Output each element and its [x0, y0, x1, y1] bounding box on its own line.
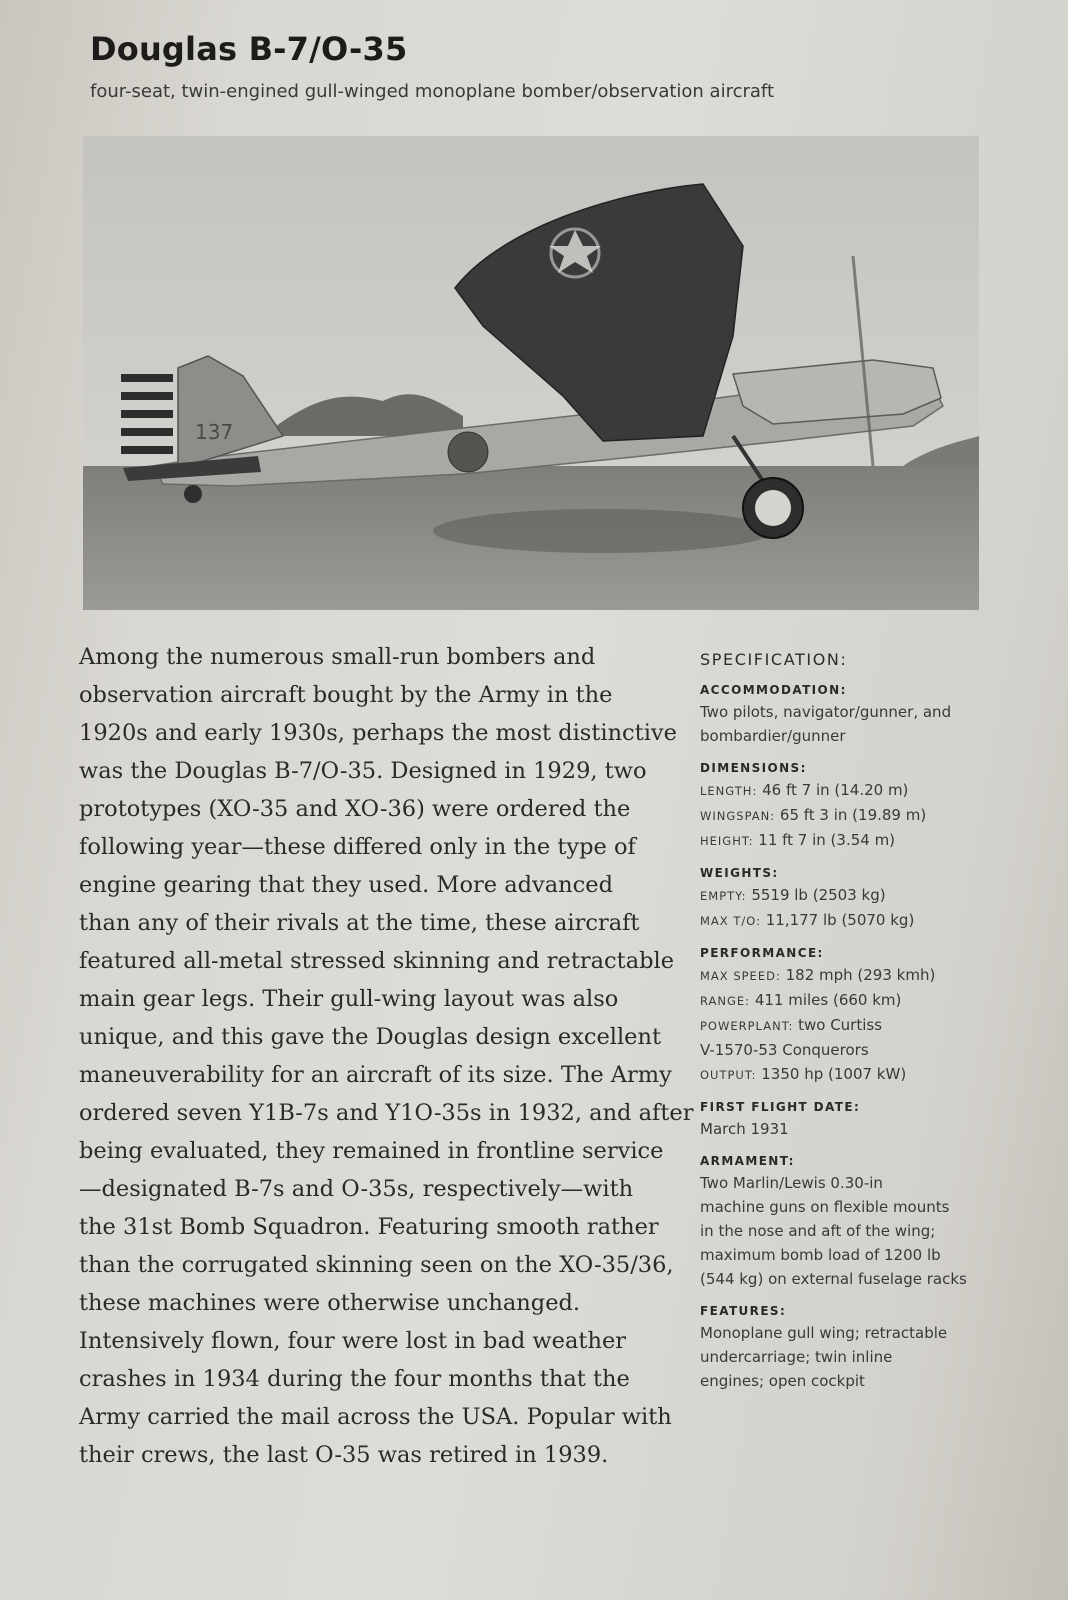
spec-performance — [700, 946, 1000, 1087]
body-line: than any of their rivals at the time, these aircraft — [79, 910, 640, 936]
body-line: Intensively flown, four were lost in bad weather — [79, 1328, 627, 1354]
spec-key: OUTPUT: — [700, 1068, 757, 1082]
tail-number: 137 — [195, 420, 234, 444]
body-line: crashes in 1934 during the four months that the — [79, 1366, 630, 1392]
body-line: —designated B-7s and O-35s, respectively—with — [79, 1176, 634, 1202]
spec-label: ACCOMMODATION: — [700, 683, 847, 697]
spec-weights — [700, 866, 1000, 933]
body-line: being evaluated, they remained in frontline service — [79, 1138, 664, 1164]
aircraft-photo — [83, 136, 979, 610]
body-line: Among the numerous small-run bombers and — [79, 644, 596, 670]
spec-key: RANGE: — [700, 994, 751, 1008]
spec-value: 5519 lb (2503 kg) — [751, 886, 886, 904]
body-line: the 31st Bomb Squadron. Featuring smooth rather — [79, 1214, 659, 1240]
spec-line: March 1931 — [700, 1120, 789, 1138]
spec-key: MAX T/O: — [700, 914, 761, 928]
spec-line: in the nose and aft of the wing; — [700, 1222, 936, 1240]
spec-value: 182 mph (293 kmh) — [785, 966, 936, 984]
body-line: prototypes (XO-35 and XO-36) were ordered the — [79, 796, 631, 822]
body-line: was the Douglas B-7/O-35. Designed in 1929, two — [79, 758, 647, 784]
spec-key: EMPTY: — [700, 889, 747, 903]
spec-label: WEIGHTS: — [700, 866, 779, 880]
body-line: following year—these differed only in the type of — [79, 834, 636, 860]
spec-label: DIMENSIONS: — [700, 761, 807, 775]
body-line: these machines were otherwise unchanged. — [79, 1290, 581, 1316]
spec-key: POWERPLANT: — [700, 1019, 794, 1033]
spec-max-takeoff — [700, 908, 1000, 933]
spec-label: FIRST FLIGHT DATE: — [700, 1100, 861, 1114]
article-body — [79, 638, 694, 1474]
fuselage-roundel — [448, 432, 488, 472]
body-line: Army carried the mail across the USA. Popular with — [79, 1404, 672, 1430]
spec-key: WINGSPAN: — [700, 809, 776, 823]
spec-value: 65 ft 3 in (19.89 m) — [779, 806, 927, 824]
spec-empty-weight — [700, 883, 1000, 908]
spec-value: two Curtiss — [798, 1016, 883, 1034]
body-line: unique, and this gave the Douglas design excellent — [79, 1024, 662, 1050]
spec-value: 11,177 lb (5070 kg) — [765, 911, 915, 929]
spec-value: 11 ft 7 in (3.54 m) — [758, 831, 896, 849]
spec-heading: SPECIFICATION: — [700, 650, 848, 669]
spec-armament — [700, 1154, 1000, 1291]
spec-length — [700, 778, 1000, 803]
body-line: maneuverability for an aircraft of its size. The Army — [79, 1062, 672, 1088]
spec-max-speed — [700, 963, 1000, 988]
spec-label: PERFORMANCE: — [700, 946, 824, 960]
spec-line: undercarriage; twin inline — [700, 1348, 893, 1366]
aircraft-shadow — [433, 509, 773, 553]
spec-output — [700, 1062, 1000, 1087]
body-line: their crews, the last O-35 was retired in 1939. — [79, 1442, 609, 1468]
spec-wingspan — [700, 803, 1000, 828]
spec-features — [700, 1304, 1000, 1393]
spec-key: HEIGHT: — [700, 834, 754, 848]
spec-line: (544 kg) on external fuselage racks — [700, 1270, 967, 1288]
spec-powerplant-cont: V-1570-53 Conquerors — [700, 1041, 869, 1059]
body-line: featured all-metal stressed skinning and retractable — [79, 948, 675, 974]
spec-key: LENGTH: — [700, 784, 758, 798]
spec-value: 1350 hp (1007 kW) — [761, 1065, 907, 1083]
body-line: main gear legs. Their gull-wing layout was also — [79, 986, 619, 1012]
aircraft-photo-illustration — [83, 136, 979, 610]
spec-value: 411 miles (660 km) — [754, 991, 902, 1009]
spec-key: MAX SPEED: — [700, 969, 781, 983]
body-line: than the corrugated skinning seen on the XO-35/36, — [79, 1252, 674, 1278]
spec-powerplant — [700, 1013, 1000, 1038]
wheel-hub — [755, 490, 791, 526]
spec-height — [700, 828, 1000, 853]
spec-label: FEATURES: — [700, 1304, 787, 1318]
spec-label: ARMAMENT: — [700, 1154, 795, 1168]
spec-line: machine guns on flexible mounts — [700, 1198, 950, 1216]
tail-wheel — [184, 485, 202, 503]
spec-line: bombardier/gunner — [700, 727, 846, 745]
spec-first-flight — [700, 1100, 1000, 1141]
spec-line: engines; open cockpit — [700, 1372, 865, 1390]
spec-accommodation — [700, 683, 1000, 748]
spec-value: 46 ft 7 in (14.20 m) — [762, 781, 909, 799]
spec-dimensions — [700, 761, 1000, 853]
page-title: Douglas B-7/O-35 — [90, 30, 408, 68]
specification-panel — [700, 650, 1000, 1406]
body-line: engine gearing that they used. More advanced — [79, 872, 613, 898]
spec-line: Two Marlin/Lewis 0.30-in — [700, 1174, 883, 1192]
spec-line: Two pilots, navigator/gunner, and — [700, 703, 952, 721]
spec-line: Monoplane gull wing; retractable — [700, 1324, 948, 1342]
body-line: observation aircraft bought by the Army in the — [79, 682, 613, 708]
spec-range — [700, 988, 1000, 1013]
body-line: 1920s and early 1930s, perhaps the most distinctive — [79, 720, 677, 746]
spec-line: maximum bomb load of 1200 lb — [700, 1246, 941, 1264]
page-subtitle: four-seat, twin-engined gull-winged monoplane bomber/observation aircraft — [90, 81, 774, 102]
body-line: ordered seven Y1B-7s and Y1O-35s in 1932, and after — [79, 1100, 694, 1126]
